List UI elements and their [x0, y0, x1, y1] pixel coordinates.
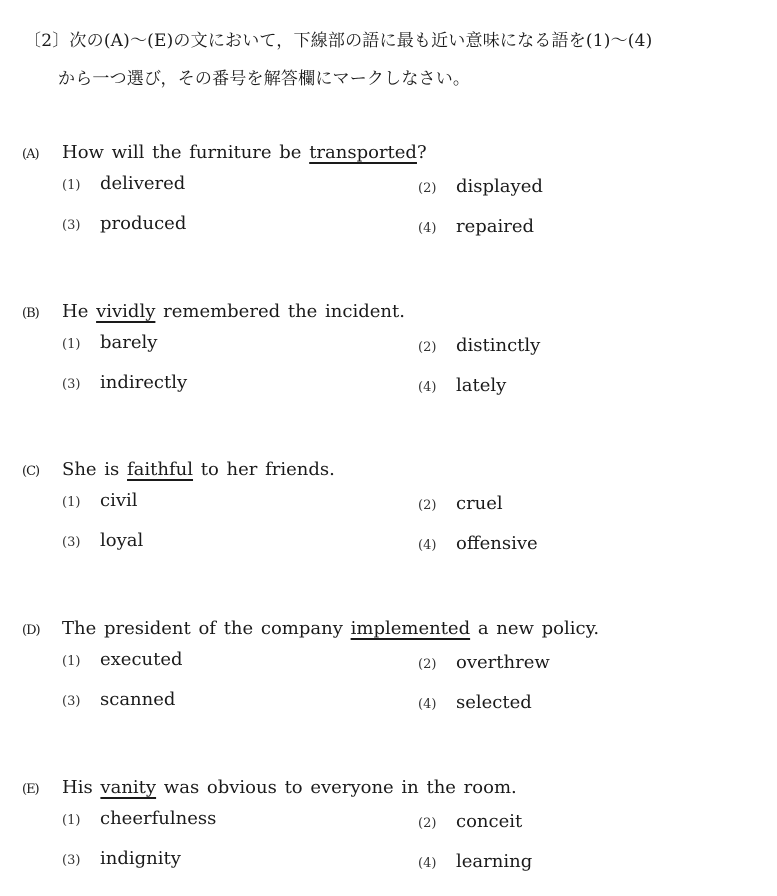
instructions-line-1: 〔2〕次の(A)～(E)の文において，下線部の語に最も近い意味になる語を(1)～(4)	[24, 31, 653, 51]
question-a	[22, 142, 762, 257]
option-2: (2) conceit	[418, 811, 523, 832]
option-1: (1) civil	[62, 490, 138, 511]
option-3: (3) indirectly	[62, 372, 188, 393]
option-text: indignity	[100, 848, 181, 869]
options	[22, 649, 762, 733]
underlined-word: vividly	[96, 301, 156, 322]
question-letter: (E)	[22, 782, 39, 797]
option-text: scanned	[100, 689, 176, 710]
underlined-word: transported	[309, 142, 417, 163]
option-3: (3) loyal	[62, 530, 144, 551]
option-1: (1) barely	[62, 332, 158, 353]
option-text: cheerfulness	[100, 808, 217, 829]
option-text: repaired	[456, 216, 535, 237]
option-3: (3) scanned	[62, 689, 176, 710]
options	[22, 332, 762, 416]
option-text: conceit	[456, 811, 523, 832]
option-text: delivered	[100, 173, 186, 194]
option-3: (3) indignity	[62, 848, 181, 869]
option-text: lately	[456, 375, 507, 396]
option-2: (2) displayed	[418, 176, 543, 197]
option-4: (4) learning	[418, 851, 533, 872]
option-text: cruel	[456, 493, 503, 514]
instructions	[24, 22, 764, 98]
question-letter: (C)	[22, 464, 40, 479]
option-text: indirectly	[100, 372, 188, 393]
question-sentence: How will the furniture be transported?	[62, 142, 427, 163]
option-text: civil	[100, 490, 138, 511]
options	[22, 808, 762, 892]
question-letter: (D)	[22, 623, 40, 638]
option-text: selected	[456, 692, 532, 713]
question-b	[22, 301, 762, 416]
options	[22, 173, 762, 257]
options	[22, 490, 762, 574]
option-1: (1) cheerfulness	[62, 808, 217, 829]
question-c	[22, 459, 762, 574]
question-letter: (B)	[22, 306, 39, 321]
option-text: overthrew	[456, 652, 550, 673]
option-2: (2) overthrew	[418, 652, 550, 673]
option-4: (4) offensive	[418, 533, 538, 554]
option-text: learning	[456, 851, 533, 872]
option-2: (2) cruel	[418, 493, 503, 514]
option-text: displayed	[456, 176, 543, 197]
option-text: loyal	[100, 530, 144, 551]
option-text: barely	[100, 332, 158, 353]
option-1: (1) delivered	[62, 173, 186, 194]
question-e	[22, 777, 762, 892]
option-4: (4) repaired	[418, 216, 535, 237]
option-text: offensive	[456, 533, 538, 554]
instructions-line-2: から一つ選び，その番号を解答欄にマークしなさい。	[58, 69, 471, 89]
option-text: produced	[100, 213, 187, 234]
question-sentence: The president of the company implemented a new policy.	[62, 618, 600, 639]
question-sentence: He vividly remembered the incident.	[62, 301, 405, 322]
question-sentence: She is faithful to her friends.	[62, 459, 335, 480]
underlined-word: vanity	[100, 777, 157, 798]
option-text: executed	[100, 649, 183, 670]
question-sentence: His vanity was obvious to everyone in the room.	[62, 777, 517, 798]
question-letter: (A)	[22, 147, 39, 162]
option-3: (3) produced	[62, 213, 187, 234]
option-4: (4) selected	[418, 692, 532, 713]
option-4: (4) lately	[418, 375, 507, 396]
question-d	[22, 618, 762, 733]
underlined-word: implemented	[350, 618, 471, 639]
underlined-word: faithful	[127, 459, 194, 480]
option-text: distinctly	[456, 335, 541, 356]
option-2: (2) distinctly	[418, 335, 541, 356]
option-1: (1) executed	[62, 649, 183, 670]
